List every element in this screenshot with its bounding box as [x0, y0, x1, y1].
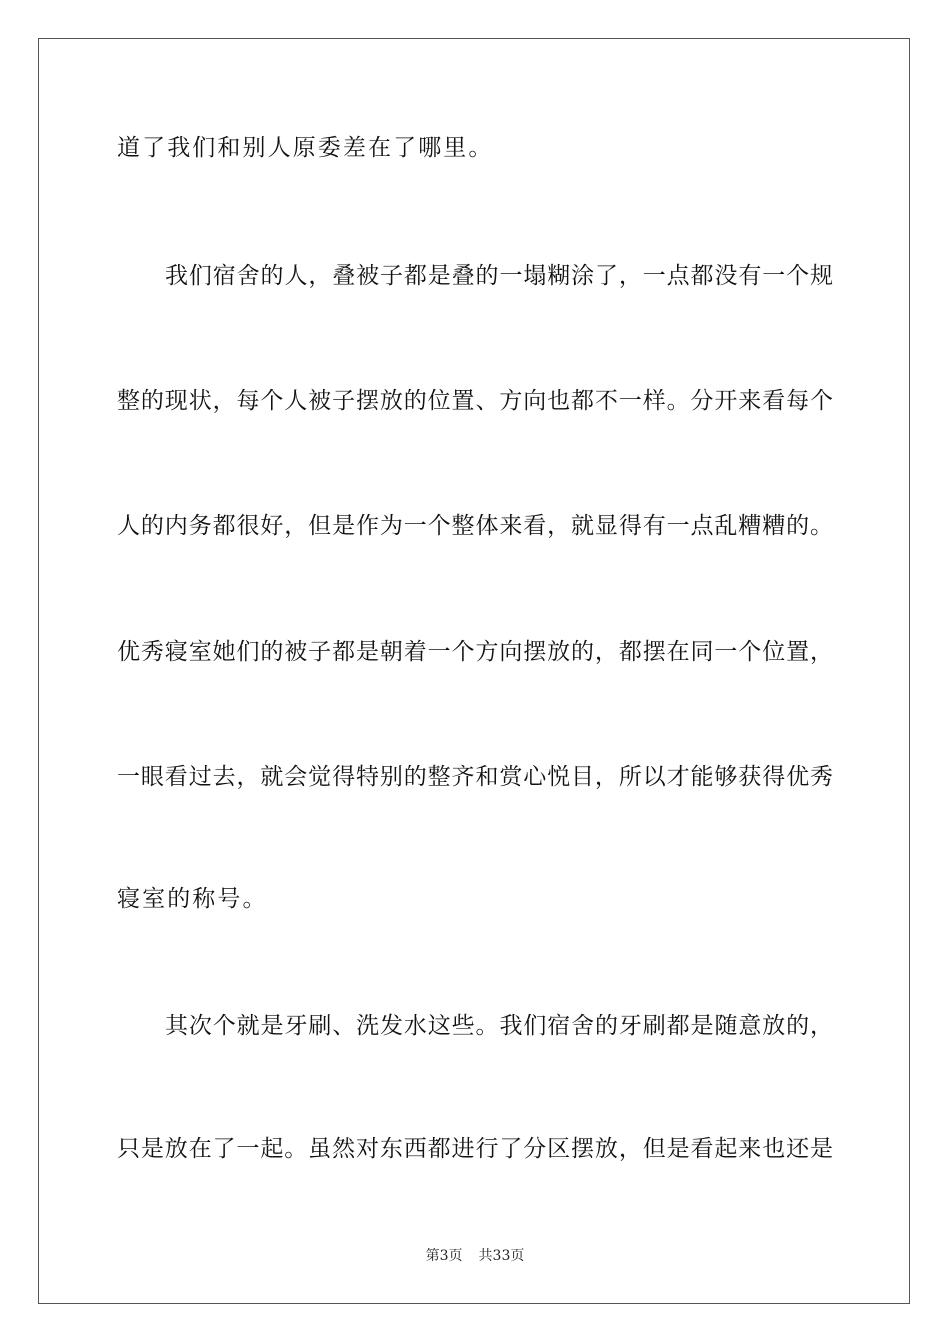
paragraph-2-line-4: 优秀寝室她们的被子都是朝着一个方向摆放的，都摆在同一个位置，: [117, 639, 833, 665]
page-number: 第3页: [425, 1248, 463, 1264]
paragraph-3-line-1: 其次个就是牙刷、洗发水这些。我们宿舍的牙刷都是随意放的，: [165, 1013, 833, 1039]
text-line-1: 道了我们和别人原委差在了哪里。: [117, 135, 494, 161]
paragraph-2-line-3: 人的内务都很好，但是作为一个整体来看，就显得有一点乱糟糟的。: [117, 513, 833, 539]
paragraph-2-line-2: 整的现状，每个人被子摆放的位置、方向也都不一样。分开来看每个: [117, 388, 833, 414]
paragraph-3-line-2: 只是放在了一起。虽然对东西都进行了分区摆放，但是看起来也还是: [117, 1136, 833, 1162]
page-frame: [38, 38, 910, 1304]
page-footer: [0, 1247, 950, 1265]
page-total: 共33页: [478, 1248, 525, 1264]
paragraph-2-line-5: 一眼看过去，就会觉得特别的整齐和赏心悦目，所以才能够获得优秀: [117, 764, 833, 790]
paragraph-2-line-6: 寝室的称号。: [117, 886, 268, 912]
paragraph-2-line-1: 我们宿舍的人，叠被子都是叠的一塌糊涂了，一点都没有一个规: [165, 263, 833, 289]
